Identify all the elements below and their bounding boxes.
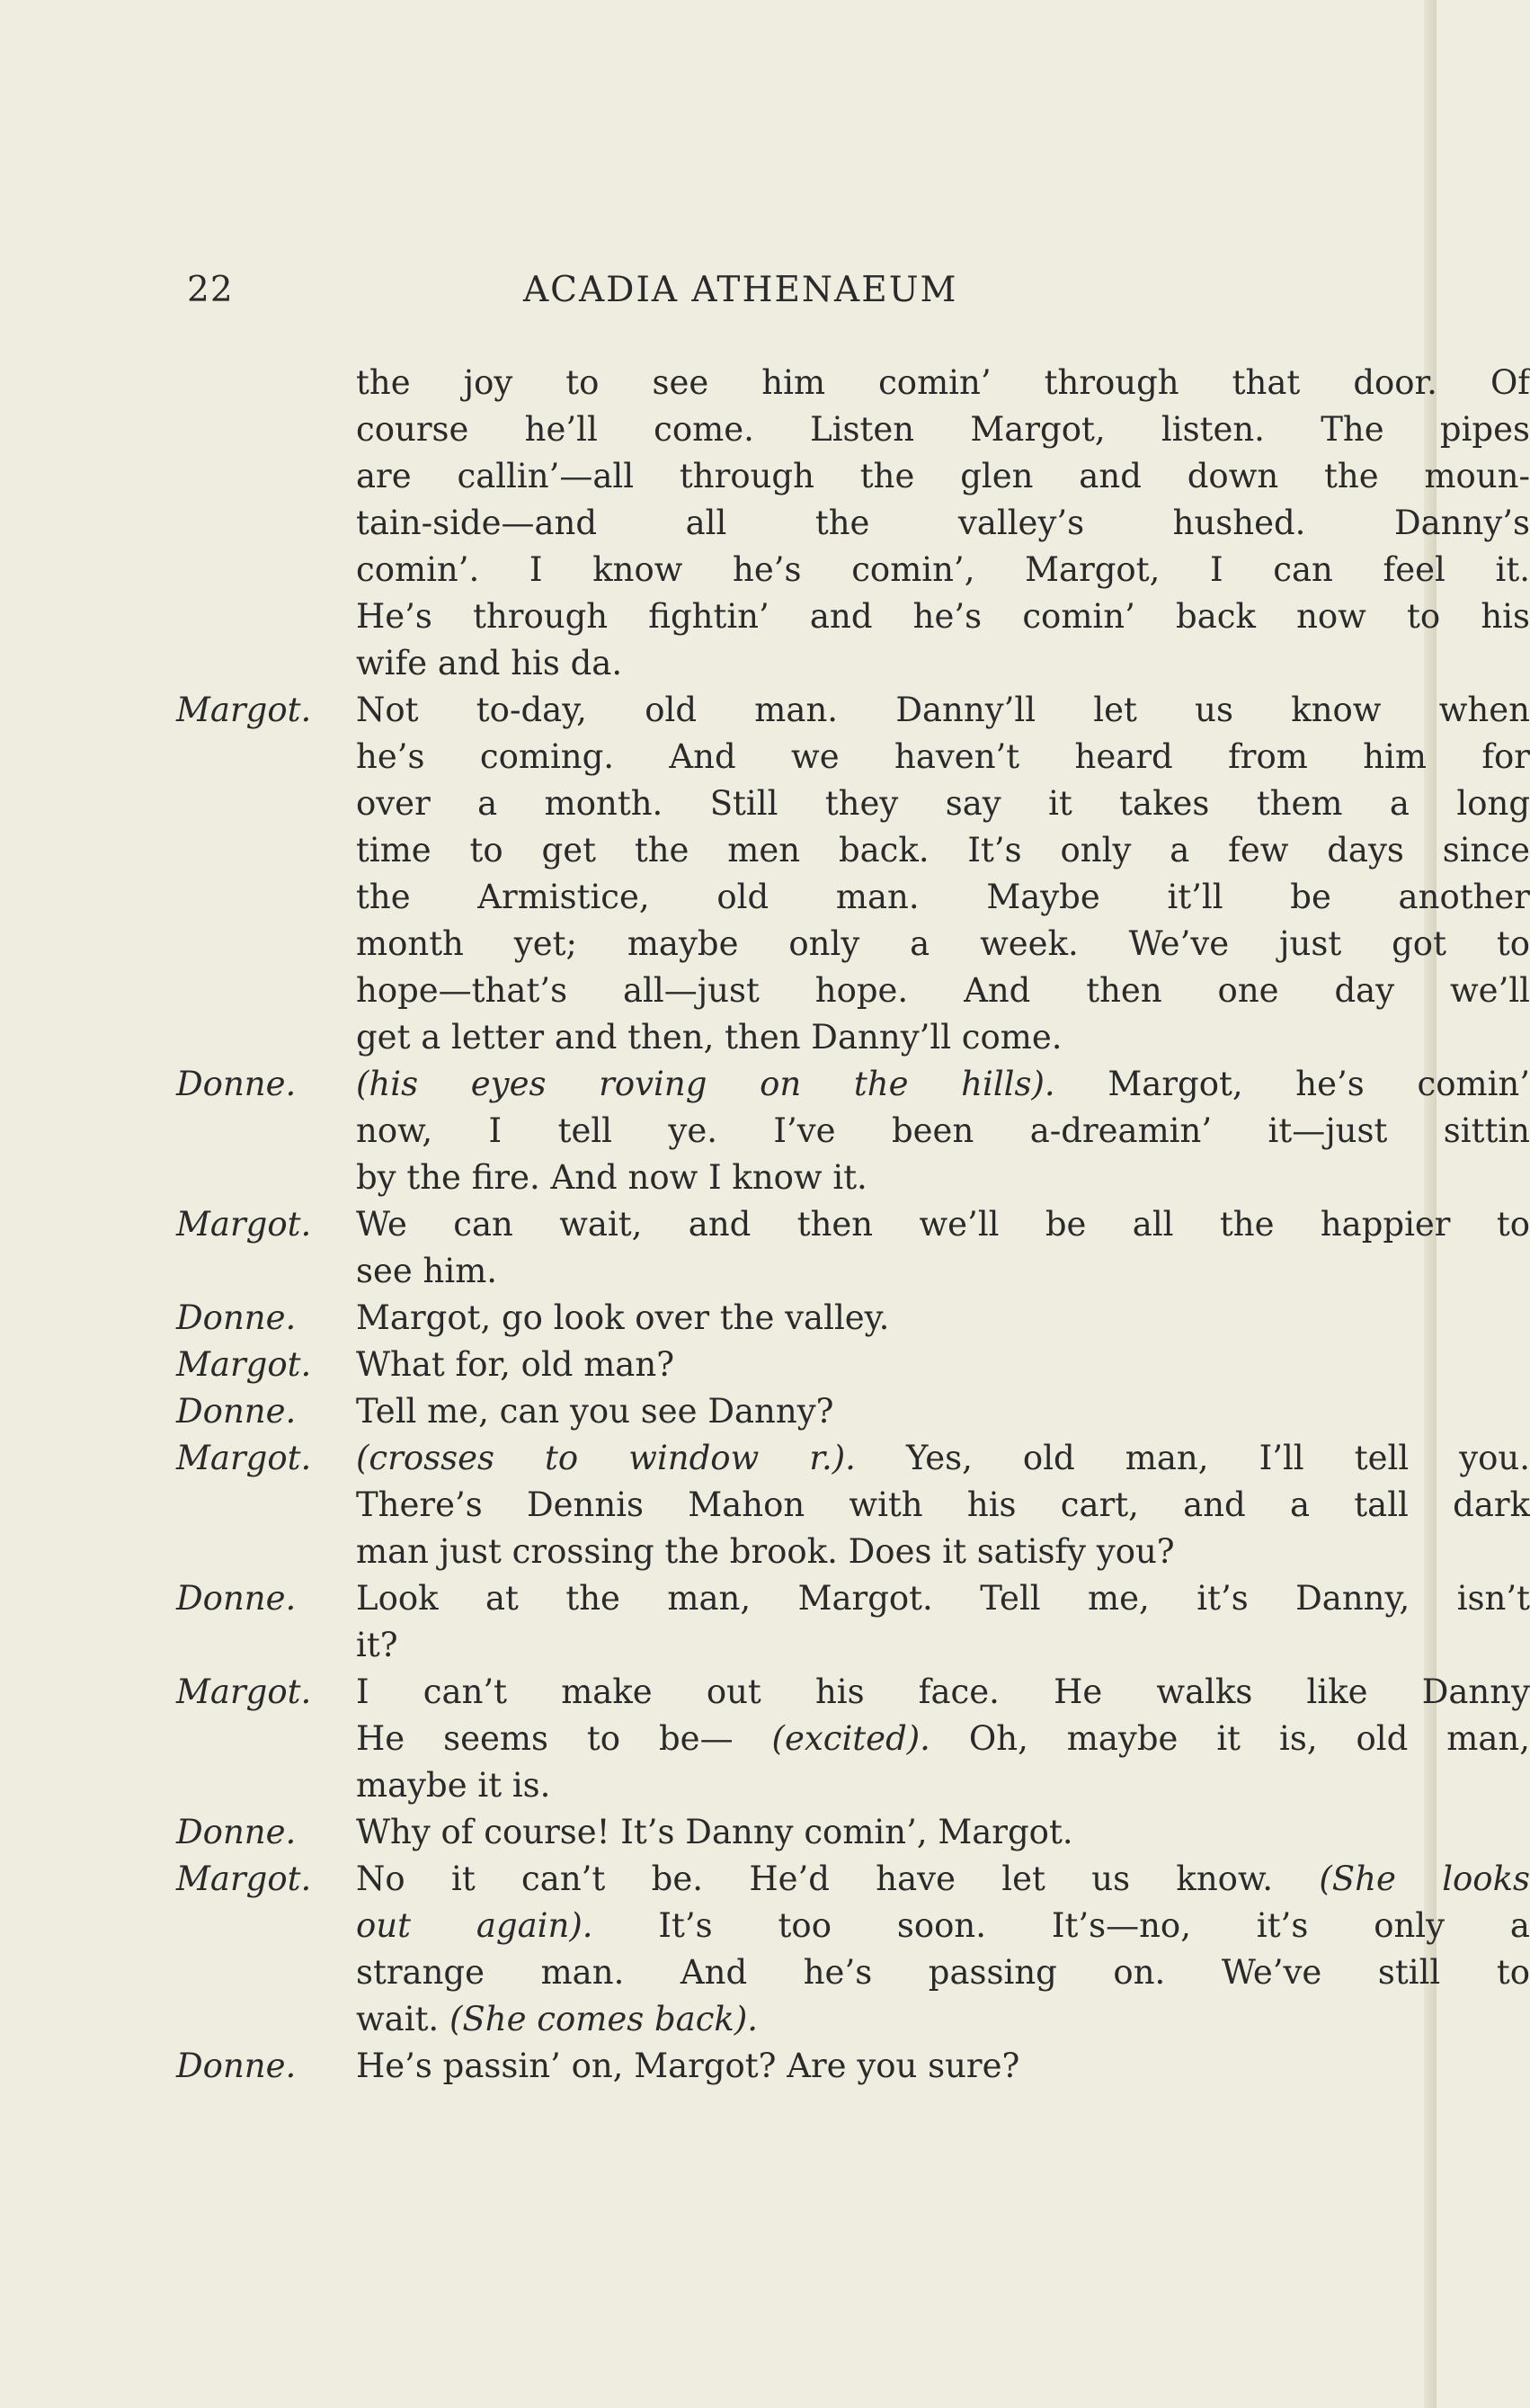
spoken-text: the Armistice, old man. Maybe it’ll be another	[356, 878, 1530, 916]
stage-direction: (crosses to window r.).	[356, 1439, 856, 1477]
dialogue-line	[176, 1201, 1530, 1248]
dialogue-line	[176, 1342, 1363, 1388]
line-text	[356, 1762, 1530, 1809]
spoken-text: wife and his da.	[356, 644, 623, 682]
spoken-text: strange man. And he’s passing on. We’ve still to	[356, 1953, 1530, 1992]
line-text	[356, 1903, 1530, 1949]
spoken-text: maybe it is.	[356, 1766, 551, 1805]
line-text	[356, 2043, 1530, 2090]
spoken-text: month yet; maybe only a week. We’ve just got to	[356, 924, 1530, 963]
line-text	[356, 1295, 1530, 1342]
dialogue-line	[176, 1622, 1363, 1669]
dialogue-line	[176, 1669, 1530, 1716]
dialogue-line	[176, 640, 1363, 687]
line-text	[356, 406, 1530, 453]
spoken-text: Yes, old man, I’ll tell you.	[905, 1439, 1530, 1477]
dialogue-line	[176, 1903, 1530, 1949]
dialogue-line	[176, 547, 1530, 593]
line-text	[356, 1061, 1530, 1108]
dialogue-line	[176, 1061, 1530, 1108]
line-text	[356, 1248, 1530, 1295]
spoken-text: Margot, go look over the valley.	[356, 1298, 890, 1337]
line-text	[356, 734, 1530, 780]
spoken-text: wait.	[356, 2000, 440, 2038]
line-text	[356, 640, 1530, 687]
spoken-text: man just crossing the brook. Does it satisfy you?	[356, 1532, 1175, 1571]
spoken-text: course he’ll come. Listen Margot, listen. The pipes	[356, 410, 1530, 449]
line-text	[356, 687, 1530, 734]
line-text	[356, 1342, 1530, 1388]
dialogue-line	[176, 360, 1530, 406]
speaker-name: Donne.	[176, 1065, 297, 1103]
speaker-name: Donne.	[176, 1298, 297, 1337]
spoken-text: hope—that’s all—just hope. And then one day we’ll	[356, 971, 1530, 1010]
spoken-text: I can’t make out his face. He walks like Danny	[356, 1672, 1530, 1711]
spoken-text: We can wait, and then we’ll be all the happier to	[356, 1205, 1530, 1244]
spoken-text: tain-side—and all the valley’s hushed. Danny’s	[356, 504, 1530, 542]
dialogue-line	[176, 453, 1530, 500]
spoken-text: He’s through fightin’ and he’s comin’ back now to his	[356, 597, 1530, 636]
dialogue-line	[176, 1762, 1363, 1809]
line-text	[356, 1155, 1530, 1201]
line-text	[356, 1529, 1530, 1575]
line-text	[356, 1014, 1530, 1061]
dialogue-line	[176, 1949, 1530, 1996]
dialogue-line	[176, 1716, 1530, 1762]
line-text	[356, 968, 1530, 1014]
dialogue-line	[176, 1108, 1530, 1155]
line-text	[356, 1856, 1530, 1903]
speaker-name: Donne.	[176, 2047, 297, 2085]
dialogue-line	[176, 734, 1530, 780]
dialogue-line	[176, 406, 1530, 453]
speaker-name: Margot.	[176, 1345, 312, 1384]
line-text	[356, 1716, 1530, 1762]
stage-direction: (She comes back).	[449, 2000, 759, 2038]
stage-direction: (his eyes roving on the hills).	[356, 1065, 1055, 1103]
spoken-text: it?	[356, 1626, 398, 1664]
dialogue-line	[176, 1809, 1363, 1856]
speaker-name: Donne.	[176, 1579, 297, 1618]
dialogue-line	[176, 593, 1530, 640]
line-text	[356, 1435, 1530, 1482]
spoken-text: Not to-day, old man. Danny’ll let us know when	[356, 691, 1530, 729]
dialogue-line	[176, 1248, 1363, 1295]
spoken-text: are callin’—all through the glen and down the moun-	[356, 457, 1530, 495]
line-text	[356, 1949, 1530, 1996]
spoken-text: get a letter and then, then Danny’ll come.	[356, 1018, 1063, 1057]
journal-title: ACADIA ATHENAEUM	[523, 270, 958, 310]
dialogue-line	[176, 1435, 1530, 1482]
line-text	[356, 780, 1530, 827]
dialogue-line	[176, 687, 1530, 734]
dialogue-line	[176, 2043, 1363, 2090]
spoken-text: Why of course! It’s Danny comin’, Margot.	[356, 1813, 1073, 1851]
spoken-text: the joy to see him comin’ through that door. Of	[356, 363, 1530, 402]
line-text	[356, 921, 1530, 968]
speaker-name: Margot.	[176, 691, 312, 729]
dialogue-line	[176, 1155, 1363, 1201]
spoken-text: No it can’t be. He’d have let us know.	[356, 1860, 1273, 1898]
line-text	[356, 1996, 1530, 2043]
dialogue-line	[176, 827, 1530, 874]
spoken-text: Oh, maybe it is, old man,	[968, 1719, 1530, 1758]
line-text	[356, 1108, 1530, 1155]
dialogue-line	[176, 1388, 1363, 1435]
line-text	[356, 874, 1530, 921]
stage-direction: (She looks	[1319, 1860, 1530, 1898]
line-text	[356, 593, 1530, 640]
page-number: 22	[187, 270, 234, 310]
spoken-text: by the fire. And now I know it.	[356, 1158, 867, 1197]
stage-direction: (excited).	[771, 1719, 930, 1758]
spoken-text: What for, old man?	[356, 1345, 675, 1384]
spoken-text: It’s too soon. It’s—no, it’s only a	[658, 1906, 1530, 1945]
spoken-text: Tell me, can you see Danny?	[356, 1392, 834, 1431]
spoken-text: time to get the men back. It’s only a few days since	[356, 831, 1530, 870]
running-head	[187, 270, 1356, 324]
speaker-name: Margot.	[176, 1205, 312, 1244]
speaker-name: Donne.	[176, 1813, 297, 1851]
dialogue-line	[176, 968, 1530, 1014]
spoken-text: He’s passin’ on, Margot? Are you sure?	[356, 2047, 1020, 2085]
line-text	[356, 1669, 1530, 1716]
line-text	[356, 500, 1530, 547]
spoken-text: he’s coming. And we haven’t heard from him for	[356, 737, 1530, 776]
speaker-name: Donne.	[176, 1392, 297, 1431]
dialogue-line	[176, 1856, 1530, 1903]
dialogue-line	[176, 874, 1530, 921]
line-text	[356, 1482, 1530, 1529]
speaker-name: Margot.	[176, 1860, 312, 1898]
line-text	[356, 1201, 1530, 1248]
line-text	[356, 1622, 1530, 1669]
spoken-text: Look at the man, Margot. Tell me, it’s Danny, isn’t	[356, 1579, 1530, 1618]
line-text	[356, 360, 1530, 406]
dialogue-line	[176, 1575, 1530, 1622]
dialogue-line	[176, 1482, 1530, 1529]
dialogue-line	[176, 500, 1530, 547]
spoken-text: There’s Dennis Mahon with his cart, and a tall dark	[356, 1485, 1530, 1524]
spoken-text: over a month. Still they say it takes them a long	[356, 784, 1530, 823]
line-text	[356, 1809, 1530, 1856]
dialogue-line	[176, 1529, 1363, 1575]
spoken-text: see him.	[356, 1252, 498, 1290]
dialogue-line	[176, 1014, 1363, 1061]
spoken-text: Margot, he’s comin’	[1107, 1065, 1530, 1103]
play-dialogue	[176, 360, 1530, 2090]
spoken-text: comin’. I know he’s comin’, Margot, I can feel it.	[356, 550, 1530, 589]
dialogue-line	[176, 1295, 1363, 1342]
speaker-name: Margot.	[176, 1672, 312, 1711]
line-text	[356, 453, 1530, 500]
line-text	[356, 1575, 1530, 1622]
speaker-name: Margot.	[176, 1439, 312, 1477]
line-text	[356, 827, 1530, 874]
stage-direction: out again).	[356, 1906, 593, 1945]
dialogue-line	[176, 921, 1530, 968]
line-text	[356, 1388, 1530, 1435]
dialogue-line	[176, 780, 1530, 827]
spoken-text: He seems to be—	[356, 1719, 734, 1758]
dialogue-line	[176, 1996, 1363, 2043]
line-text	[356, 547, 1530, 593]
spoken-text: now, I tell ye. I’ve been a-dreamin’ it—just sittin	[356, 1111, 1530, 1150]
